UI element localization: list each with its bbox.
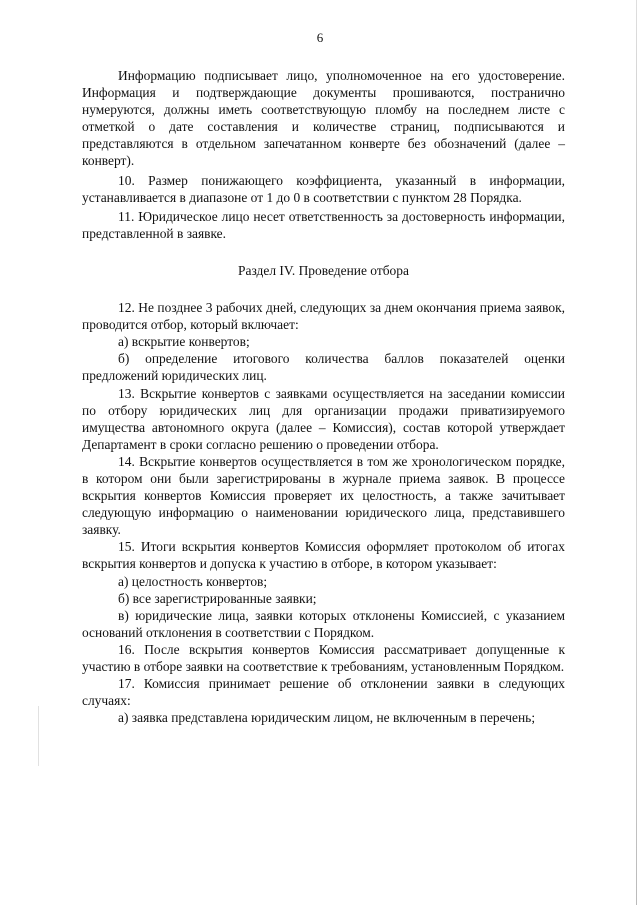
paragraph-11: 11. Юридическое лицо несет ответственность за достоверность информации, представленной в заявке.: [82, 208, 565, 241]
paragraph-17: 17. Комиссия принимает решение об отклонении заявки в следующих случаях:: [82, 676, 565, 709]
scan-artifact: [38, 706, 39, 766]
paragraph-15: 15. Итоги вскрытия конвертов Комиссия оформляет протоколом об итогах вскрытия конвертов и допуска к участию в отборе, в котором указывает:: [82, 539, 565, 572]
paragraph-12: 12. Не позднее 3 рабочих дней, следующих за днем окончания приема заявок, проводится отбор, который включает:: [82, 300, 565, 333]
paragraph-15-a: а) целостность конвертов;: [118, 573, 268, 589]
section-title: Раздел IV. Проведение отбора: [238, 262, 409, 278]
paragraph-17-a: а) заявка представлена юридическим лицом, не включенным в перечень;: [118, 710, 536, 726]
paragraph-10: 10. Размер понижающего коэффициента, указанный в информации, устанавливается в диапазоне от 1 до 0 в соответствии с пунктом 28 Порядка.: [82, 172, 565, 205]
paragraph-12-a: а) вскрытие конвертов;: [118, 334, 250, 350]
paragraph-14: 14. Вскрытие конвертов осуществляется в том же хронологическом порядке, в котором они были зарегистрированы в журнале приема заявок. В процессе вскрытия конвертов Комиссия проверяет их целостность, а также зачитывает следующую информацию о наименовании юридического лица, представившего заявку.: [82, 453, 565, 538]
paragraph-13: 13. Вскрытие конвертов с заявками осуществляется на заседании комиссии по отбору юридических лиц для организации продажи приватизируемого имущества автономного округа (далее – Комиссия), состав которой утверждает Департамент в сроки согласно решению о проведении отбора.: [82, 385, 565, 452]
paragraph-info-signing: Информацию подписывает лицо, уполномоченное на его удостоверение. Информация и подтверждающие документы прошиваются, постранично нумеруются, должны иметь соответствующую пломбу на последнем листе с отметкой о дате составления и количестве страниц, подписываются и представляются в отдельном запечатанном конверте без обозначений (далее – конверт).: [82, 68, 565, 169]
page-number: 6: [316, 30, 324, 45]
paragraph-12-b: б) определение итогового количества баллов показателей оценки предложений юридических лиц.: [82, 351, 565, 384]
page-edge: [636, 0, 637, 905]
paragraph-16: 16. После вскрытия конвертов Комиссия рассматривает допущенные к участию в отборе заявки на соответствие к требованиям, установленным Порядком.: [82, 641, 565, 674]
paragraph-15-b: б) все зарегистрированные заявки;: [118, 590, 317, 606]
document-body: [82, 67, 565, 726]
paragraph-15-v: в) юридические лица, заявки которых отклонены Комиссией, с указанием оснований отклонения в соответствии с Порядком.: [82, 607, 565, 640]
